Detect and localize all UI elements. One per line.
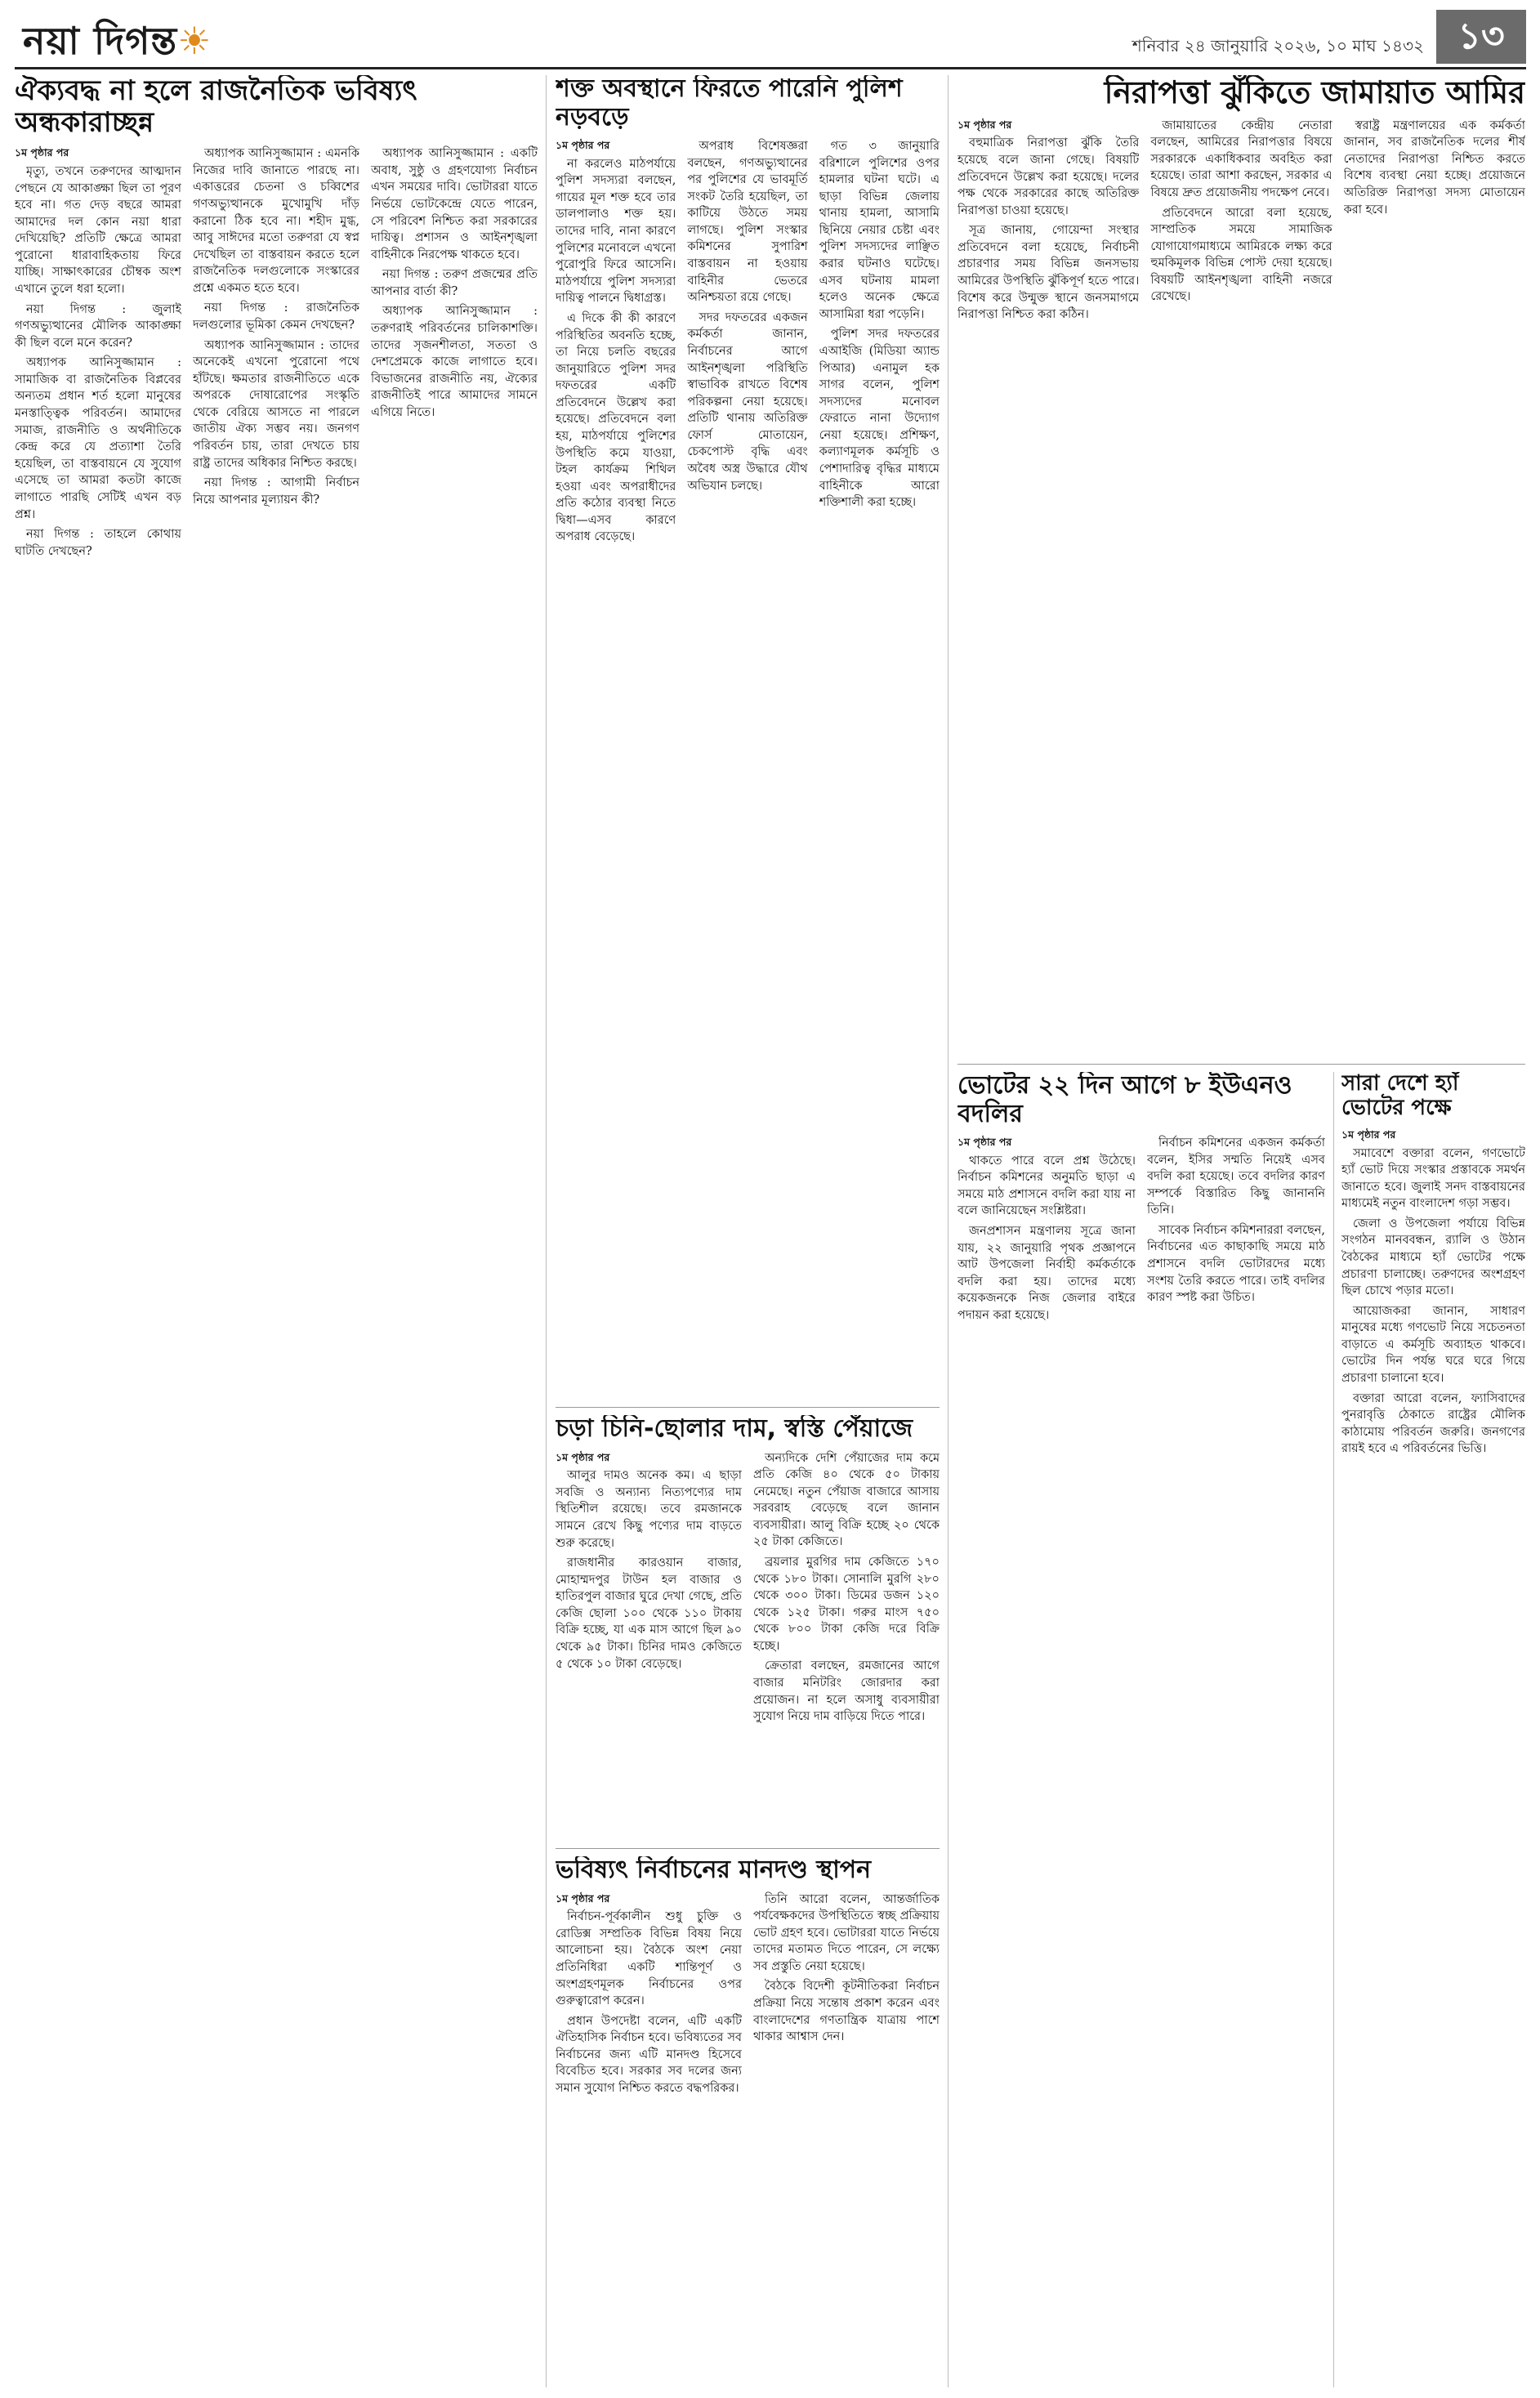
paragraph: গত ৩ জানুয়ারি বরিশালে পুলিশের ওপর হামলার ঘটনা ঘটে। এ ছাড়া বিভিন্ন জেলায় থানায় হামলা, আসামি ছিনিয়ে নেয়ার চেষ্টা এবং পুলিশ সদস্যদের লাঞ্ছিত করার ঘটনাও ঘটেছে। এসব ঘটনায় মামলা হলেও অনেক ক্ষেত্রে আসামিরা ধরা পড়েনি।: [819, 140, 940, 321]
paragraph: সাবেক নির্বাচন কমিশনাররা বলছেন, নির্বাচনের এত কাছাকাছি সময়ে মাঠ প্রশাসনে বদলি ভোটারদের মধ্যে সংশয় তৈরি করতে পারে। তাই বদলির কারণ স্পষ্ট করা উচিত।: [1147, 1223, 1325, 1305]
article-column: [1150, 118, 1332, 327]
article-column: [957, 118, 1139, 327]
article-uno: [957, 1072, 1325, 2387]
paragraph: প্রধান উপদেষ্টা বলেন, এটি একটি ঐতিহাসিক নির্বাচন হবে। ভবিষ্যতের সব নির্বাচনের জন্য এটি মানদণ্ড হিসেবে বিবেচিত হবে। সরকার সব দলের জন্য সমান সুযোগ নিশ্চিত করতে বদ্ধপরিকর।: [556, 2014, 742, 2096]
paragraph: বৈঠকে বিদেশী কূটনীতিকরা নির্বাচন প্রক্রিয়া নিয়ে সন্তোষ প্রকাশ করেন এবং বাংলাদেশের গণতান্ত্রিক যাত্রায় পাশে থাকার আশ্বাস দেন।: [753, 1980, 940, 2044]
paragraph: পুলিশ সদর দফতরের এআইজি (মিডিয়া অ্যান্ড পিআর) এনামুল হক সাগর বলেন, পুলিশ সদস্যদের মনোবল ফেরাতে নানা উদ্যোগ নেয়া হয়েছে। প্রশিক্ষণ, কল্যাণমূলক কর্মসূচি ও পেশাদারিত্ব বৃদ্ধির মাধ্যমে বাহিনীকে আরো শক্তিশালী করা হচ্ছে।: [819, 328, 940, 510]
article-column: [1341, 1128, 1525, 1461]
paragraph: সূত্র জানায়, গোয়েন্দা সংস্থার প্রতিবেদনে বলা হয়েছে, নির্বাচনী প্রচারণার সময় বিভিন্ন জনসভায় আমিরের উপস্থিতি ঝুঁকিপূর্ণ হতে পারে। বিশেষ করে উন্মুক্ত স্থানে জনসমাগমে নিরাপত্তা নিশ্চিত করা কঠিন।: [957, 224, 1140, 322]
article-column: [687, 138, 807, 549]
headline[interactable]: শক্ত অবস্থানে ফিরতে পারেনি পুলিশ নড়বড়ে: [556, 75, 903, 132]
paragraph: মৃত্যু, তখনে তরুণদের আত্মদান পেছনে যে আকাঙ্ক্ষা ছিল তা পূরণ হবে না। গত দেড় বছরে আমরা আমাদের দল কোন নয়া ধারা দেখিয়েছি? প্রতিটি ক্ষেত্রে আমরা পুরোনো ধারাবাহিকতায় ফিরে যাচ্ছি। সাক্ষাৎকারের চৌম্বক অংশ এখানে তুলে ধরা হলো।: [15, 164, 181, 296]
continued-label: ১ম পৃষ্ঠার পর: [556, 1891, 610, 1905]
headline[interactable]: সারা দেশে হ্যাঁ ভোটের পক্ষে: [1341, 1072, 1459, 1120]
paragraph: অধ্যাপক আনিসুজ্জামান : এমনকি নিজের দাবি জানাতে পারছে না। একাত্তরের চেতনা ও চব্বিশের গণঅভ্যুত্থানকে মুখোমুখি দাঁড় করানো ঠিক হবে না। শহীদ মুগ্ধ, আবু সাঈদের মতো তরুণরা যে স্বপ্ন দেখেছিল তা বাস্তবায়ন করতে হলে রাজনৈতিক দলগুলোকে সংস্কারের প্রশ্নে একমত হতে হবে।: [193, 147, 359, 295]
article-interview: [15, 75, 538, 2387]
paragraph: সমাবেশে বক্তারা বলেন, গণভোটে হ্যাঁ ভোট দিয়ে সংস্কার প্রস্তাবকে সমর্থন জানাতে হবে। জুলাই সনদ বাস্তবায়নের মাধ্যমেই নতুন বাংলাদেশ গড়া সম্ভব।: [1341, 1146, 1525, 1211]
dateline: শনিবার ২৪ জানুয়ারি ২০২৬, ১০ মাঘ ১৪৩২: [1132, 36, 1424, 56]
continued-label: ১ম পৃষ্ঠার পর: [556, 139, 610, 151]
paragraph: তিনি আরো বলেন, আন্তর্জাতিক পর্যবেক্ষকদের উপস্থিতিতে স্বচ্ছ প্রক্রিয়ায় ভোট গ্রহণ হবে। ভোটাররা যাতে নির্ভয়ে তাদের মতামত দিতে পারেন, সে লক্ষ্যে সব প্রস্তুতি নেয়া হয়েছে।: [753, 1892, 940, 1973]
article-jamaat: [957, 75, 1525, 1056]
paragraph: অধ্যাপক আনিসুজ্জামান : সামাজিক বা রাজনৈতিক বিপ্লবের অন্যতম প্রধান শর্ত হলো মানুষের মনস্তাত্ত্বিক পরিবর্তন। আমাদের সমাজ, রাজনীতি ও অর্থনীতিকে কেন্দ্র করে যে প্রত্যাশা তৈরি হয়েছিল, তা বাস্তবায়নে যে সুযোগ এসেছে তা আমরা কতটা কাজে লাগাতে পারছি সেটিই এখন বড় প্রশ্ন।: [15, 356, 181, 521]
section-divider: [957, 1064, 1525, 1065]
column-divider: [1333, 1072, 1334, 2387]
paragraph: আয়োজকরা জানান, সাধারণ মানুষের মধ্যে গণভোট নিয়ে সচেতনতা বাড়াতে এ কর্মসূচি অব্যাহত থাকবে। ভোটের দিন পর্যন্ত ঘরে ঘরে গিয়ে প্রচারণা চালানো হবে।: [1341, 1304, 1525, 1386]
article-column: [556, 1891, 742, 2101]
page-number: ১৩: [1436, 10, 1526, 64]
paragraph: নয়া দিগন্ত : তরুণ প্রজন্মের প্রতি আপনার বার্তা কী?: [371, 268, 538, 298]
column-divider: [948, 75, 949, 2387]
section-divider: [556, 1407, 940, 1408]
article-police: [556, 75, 940, 1399]
article-column: [556, 138, 676, 549]
paragraph: ব্রয়লার মুরগির দাম কেজিতে ১৭০ থেকে ১৮০ টাকা। সোনালি মুরগি ২৮০ থেকে ৩০০ টাকা। ডিমের ডজন ১২০ থেকে ১২৫ টাকা। গরুর মাংস ৭৫০ থেকে ৮০০ টাকা কেজি দরে বিক্রি হচ্ছে।: [753, 1555, 940, 1653]
paragraph: জেলা ও উপজেলা পর্যায়ে বিভিন্ন সংগঠন মানববন্ধন, র‍্যালি ও উঠান বৈঠকের মাধ্যমে হ্যাঁ ভোটের পক্ষে প্রচারণা চালাচ্ছে। তরুণদের অংশগ্রহণ ছিল চোখে পড়ার মতো।: [1341, 1217, 1525, 1298]
paragraph: প্রতিবেদনে আরো বলা হয়েছে, সাম্প্রতিক সময়ে সামাজিক যোগাযোগমাধ্যমে আমিরকে লক্ষ্য করে হুমকিমূলক বিভিন্ন পোস্ট দেয়া হয়েছে। বিষয়টি আইনশৃঙ্খলা বাহিনী নজরে রেখেছে।: [1150, 206, 1332, 304]
column-divider: [546, 75, 547, 2387]
headline[interactable]: নিরাপত্তা ঝুঁকিতে জামায়াত আমির: [1104, 75, 1525, 110]
paragraph: অধ্যাপক আনিসুজ্জামান : তরুণরাই পরিবর্তনের চালিকাশক্তি। তাদের সৃজনশীলতা, সততা ও দেশপ্রেমকে কাজে লাগাতে হবে। বিভাজনের রাজনীতি নয়, ঐক্যের রাজনীতিই পারে আমাদের সামনে এগিয়ে নিতে।: [371, 305, 538, 419]
paragraph: ক্রেতারা বলছেন, রমজানের আগে বাজার মনিটরিং জোরদার করা প্রয়োজন। না হলে অসাধু ব্যবসায়ীরা সুযোগ নিয়ে দাম বাড়িয়ে দিতে পারে।: [753, 1659, 940, 1724]
paragraph: নির্বাচন-পূর্বকালীন শুধু চুক্তি ও রোডিক্স সম্প্রতিক বিভিন্ন বিষয় নিয়ে আলোচনা হয়। বৈঠকে অংশ নেয়া প্রতিনিধিরা একটি শান্তিপূর্ণ ও অংশগ্রহণমূলক নির্বাচনের ওপর গুরুত্বারোপ করেন।: [556, 1910, 742, 2008]
paragraph: সদর দফতরের একজন কর্মকর্তা জানান, নির্বাচনের আগে আইনশৃঙ্খলা পরিস্থিতি স্বাভাবিক রাখতে বিশেষ পরিকল্পনা নেয়া হয়েছে। প্রতিটি থানায় অতিরিক্ত ফোর্স মোতায়েন, চেকপোস্ট বৃদ্ধি এবং অবৈধ অস্ত্র উদ্ধারে যৌথ অভিযান চলছে।: [687, 310, 808, 493]
paragraph: বক্তারা আরো বলেন, ফ্যাসিবাদের পুনরাবৃত্তি ঠেকাতে রাষ্ট্রের মৌলিক কাঠামোয় পরিবর্তন জরুরি। জনগণের রায়ই হবে এ পরিবর্তনের ভিত্তি।: [1341, 1391, 1525, 1456]
paragraph: স্বরাষ্ট্র মন্ত্রণালয়ের এক কর্মকর্তা জানান, সব রাজনৈতিক দলের শীর্ষ নেতাদের নিরাপত্তা নিশ্চিত করতে বিশেষ ব্যবস্থা নেয়া হচ্ছে। প্রয়োজনে অতিরিক্ত নিরাপত্তা সদস্য মোতায়েন করা হবে।: [1343, 118, 1525, 217]
masthead: [15, 10, 1526, 69]
section-divider: [556, 1848, 940, 1849]
paragraph: অধ্যাপক আনিসুজ্জামান : একটি অবাধ, সুষ্ঠু ও গ্রহণযোগ্য নির্বাচন এখন সময়ের দাবি। ভোটাররা যাতে নির্ভয়ে ভোটকেন্দ্রে যেতে পারেন, সে পরিবেশ নিশ্চিত করা সরকারের দায়িত্ব। প্রশাসন ও আইনশৃঙ্খলা বাহিনীকে নিরপেক্ষ থাকতে হবে।: [371, 147, 538, 261]
headline[interactable]: ভোটের ২২ দিন আগে ৮ ইউএনও বদলির: [957, 1072, 1292, 1128]
headline[interactable]: ঐক্যবদ্ধ না হলে রাজনৈতিক ভবিষ্যৎ অন্ধকারাচ্ছন্ন: [15, 75, 417, 140]
article-column: [15, 145, 181, 563]
continued-label: ১ম পৃষ্ঠার পর: [556, 1450, 610, 1463]
paragraph: অপরাধ বিশেষজ্ঞরা বলছেন, গণঅভ্যুত্থানের পর পুলিশের যে ভাবমূর্তি সংকট তৈরি হয়েছিল, তা কাটিয়ে উঠতে সময় লাগছে। পুলিশ সংস্কার কমিশনের সুপারিশ বাস্তবায়ন না হওয়ায় বাহিনীর ভেতরে অনিশ্চয়তা রয়ে গেছে।: [687, 140, 808, 305]
paragraph: এ দিকে কী কী কারণে পরিস্থিতির অবনতি হচ্ছে, তা নিয়ে চলতি বছরের জানুয়ারিতে পুলিশ সদর দফতরের একটি প্রতিবেদনে উল্লেখ করা হয়েছে। প্রতিবেদনে বলা হয়, মাঠপর্যায়ে পুলিশের উপস্থিতি কমে যাওয়া, টহল কার্যক্রম শিথিল হওয়া এবং অপরাধীদের প্রতি কঠোর ব্যবস্থা নিতে দ্বিধা—এসব কারণে অপরাধ বেড়েছে।: [556, 311, 676, 544]
paragraph: রাজধানীর কারওয়ান বাজার, মোহাম্মদপুর টাউন হল বাজার ও হাতিরপুল বাজার ঘুরে দেখা গেছে, প্রতি কেজি ছোলা ১০০ থেকে ১১০ টাকায় বিক্রি হচ্ছে, যা এক মাস আগে ছিল ৯০ থেকে ৯৫ টাকা। চিনির দামও কেজিতে ৫ থেকে ১০ টাকা বেড়েছে।: [556, 1556, 742, 1671]
headline[interactable]: চড়া চিনি-ছোলার দাম, স্বস্তি পেঁয়াজে: [556, 1415, 913, 1443]
article-column: [1344, 118, 1525, 327]
article-column: [957, 1135, 1136, 1328]
paragraph: বহুমাত্রিক নিরাপত্তা ঝুঁকি তৈরি হয়েছে বলে জানা গেছে। বিষয়টি প্রতিবেদনে উল্লেখ করা হয়েছে। দলের পক্ষ থেকে সরকারের কাছে অতিরিক্ত নিরাপত্তা চাওয়া হয়েছে।: [957, 136, 1140, 217]
article-column: [556, 1450, 742, 1729]
article-price: [556, 1415, 940, 1840]
article-column: [753, 1450, 940, 1729]
paragraph: জনপ্রশাসন মন্ত্রণালয় সূত্রে জানা যায়, ২২ জানুয়ারি পৃথক প্রজ্ঞাপনে আট উপজেলা নির্বাহী কর্মকর্তাকে বদলি করা হয়। তাদের মধ্যে কয়েকজনকে নিজ জেলার বাইরে পদায়ন করা হয়েছে।: [957, 1225, 1136, 1322]
continued-label: ১ম পৃষ্ঠার পর: [15, 146, 69, 159]
paragraph: নয়া দিগন্ত : তাহলে কোথায় ঘাটতি দেখছেন?: [15, 528, 181, 558]
article-vote: [1341, 1072, 1525, 2387]
article-column: [193, 145, 359, 563]
article-column: [371, 145, 538, 563]
article-column: [819, 138, 940, 549]
headline[interactable]: ভবিষ্যৎ নির্বাচনের মানদণ্ড স্থাপন: [556, 1856, 872, 1884]
paragraph: নয়া দিগন্ত : রাজনৈতিক দলগুলোর ভূমিকা কেমন দেখছেন?: [193, 301, 359, 332]
paragraph: আলুর দামও অনেক কম। এ ছাড়া সবজি ও অন্যান্য নিত্যপণ্যের দাম স্থিতিশীল রয়েছে। তবে রমজানকে সামনে রেখে কিছু পণ্যের দাম বাড়তে শুরু করেছে।: [556, 1469, 742, 1550]
article-election: [556, 1856, 940, 2387]
paragraph: নয়া দিগন্ত : আগামী নির্বাচন নিয়ে আপনার মূল্যায়ন কী?: [193, 476, 359, 507]
paragraph: অন্যদিকে দেশি পেঁয়াজের দাম কমে প্রতি কেজি ৪০ থেকে ৫০ টাকায় নেমেছে। নতুন পেঁয়াজ বাজারে আসায় সরবরাহ বেড়েছে বলে জানান ব্যবসায়ীরা। আলু বিক্রি হচ্ছে ২০ থেকে ২৫ টাকা কেজিতে।: [753, 1451, 940, 1549]
continued-label: ১ম পৃষ্ঠার পর: [957, 1136, 1012, 1148]
paragraph: না করলেও মাঠপর্যায়ে পুলিশ সদস্যরা বলছেন, গায়ের মূল শক্ত হবে তার ডালপালাও শক্ত হয়। তাদের দাবি, নানা কারণে পুলিশের মনোবলে এখনো পুরোপুরি ফিরে আসেনি। মাঠপর্যায়ে পুলিশ সদস্যরা দায়িত্ব পালনে দ্বিধাগ্রস্ত।: [556, 157, 676, 306]
paragraph: নয়া দিগন্ত : জুলাই গণঅভ্যুত্থানের মৌলিক আকাঙ্ক্ষা কী ছিল বলে মনে করেন?: [15, 302, 181, 350]
paragraph: থাকতে পারে বলে প্রশ্ন উঠেছে। নির্বাচন কমিশনের অনুমতি ছাড়া এ সময়ে মাঠ প্রশাসনে বদলি করা যায় না বলে জানিয়েছেন সংশ্লিষ্টরা।: [957, 1154, 1136, 1218]
continued-label: ১ম পৃষ্ঠার পর: [957, 118, 1012, 131]
paragraph: নির্বাচন কমিশনের একজন কর্মকর্তা বলেন, ইসির সম্মতি নিয়েই এসব বদলি করা হয়েছে। তবে বদলির কারণ সম্পর্কে বিস্তারিত কিছু জানাননি তিনি।: [1147, 1136, 1325, 1217]
article-column: [1147, 1135, 1325, 1328]
article-column: [753, 1891, 940, 2101]
paragraph: জামায়াতের কেন্দ্রীয় নেতারা বলছেন, আমিরের নিরাপত্তার বিষয়ে সরকারকে একাধিকবার অবহিত করা হয়েছে। তারা আশা করছেন, সরকার এ বিষয়ে দ্রুত প্রয়োজনীয় পদক্ষেপ নেবে।: [1150, 118, 1332, 199]
newspaper-logo[interactable]: নয়া দিগন্ত☀: [23, 19, 212, 63]
continued-label: ১ম পৃষ্ঠার পর: [1341, 1128, 1396, 1141]
paragraph: অধ্যাপক আনিসুজ্জামান : তাদের অনেকেই এখনো পুরোনো পথে হাঁটছে। ক্ষমতার রাজনীতিতে একে অপরকে দোষারোপের সংস্কৃতি থেকে বেরিয়ে আসতে না পারলে জাতীয় ঐক্য সম্ভব নয়। জনগণ পরিবর্তন চায়, তারা দেখতে চায় রাষ্ট্র তাদের অধিকার নিশ্চিত করছে।: [193, 338, 359, 470]
